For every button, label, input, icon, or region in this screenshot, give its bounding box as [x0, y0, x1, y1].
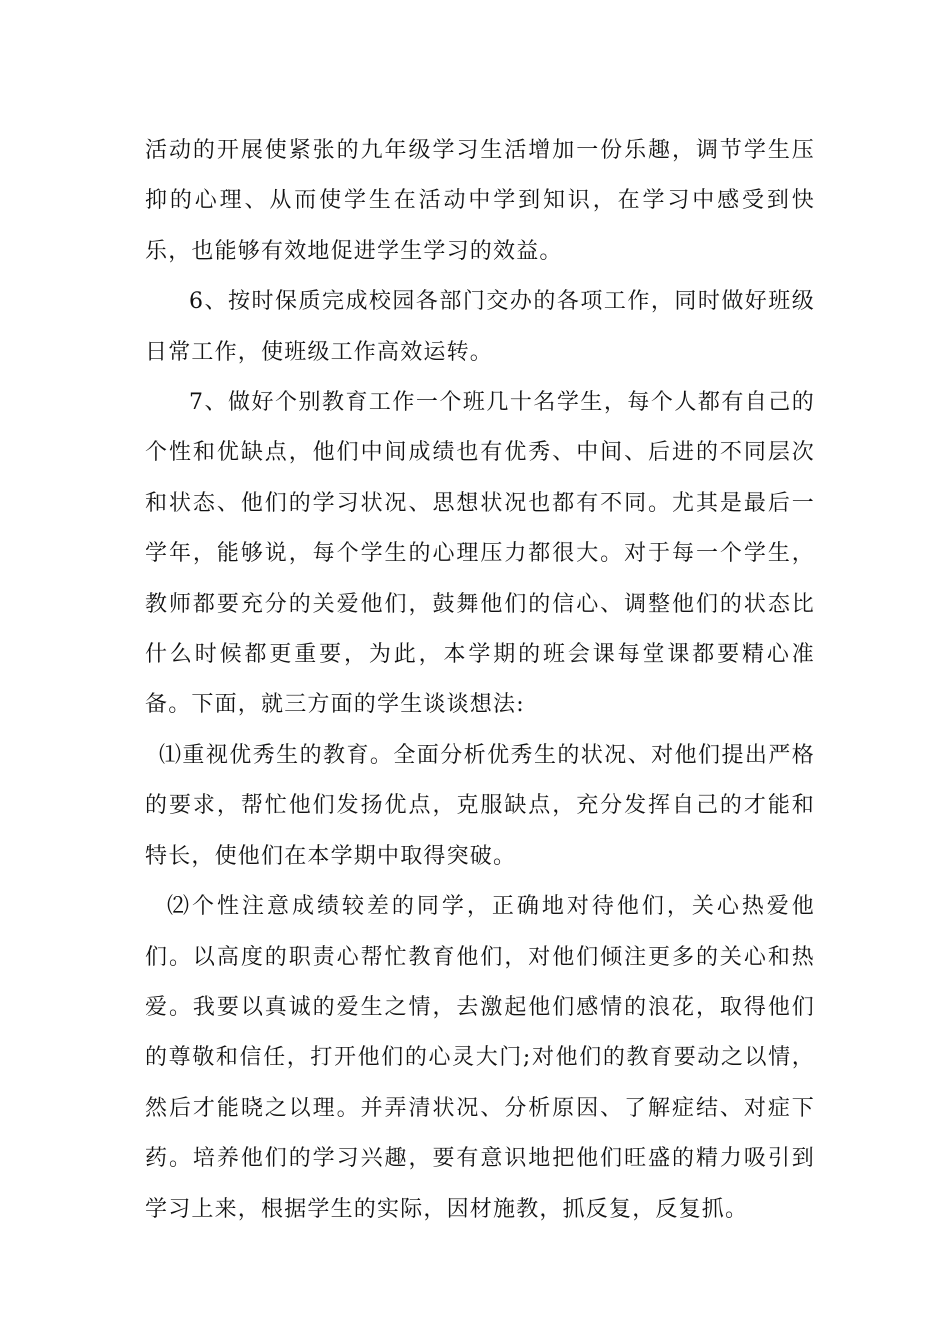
- document-body: [145, 126, 815, 1235]
- paragraph-item-6: 6、按时保质完成校园各部门交办的各项工作，同时做好班级日常工作，使班级工作高效运转。: [145, 289, 815, 365]
- paragraph-activity-continuation: 活动的开展使紧张的九年级学习生活增加一份乐趣，调节学生压抑的心理、从而使学生在活动中学到知识，在学习中感受到快乐，也能够有效地促进学生学习的效益。: [145, 138, 815, 264]
- paragraph-item-7: 7、做好个别教育工作一个班几十名学生，每个人都有自己的个性和优缺点，他们中间成绩也有优秀、中间、后进的不同层次和状态、他们的学习状况、思想状况也都有不同。尤其是最后一学年，能够说，每个学生的心理压力都很大。对于每一个学生，教师都要充分的关爱他们，鼓舞他们的信心、调整他们的状态比什么时候都更重要，为此，本学期的班会课每堂课都要精心准备。下面，就三方面的学生谈谈想法:: [145, 390, 815, 718]
- paragraph-subitem-2: ⑵个性注意成绩较差的同学，正确地对待他们，关心热爱他们。以高度的职责心帮忙教育他们，对他们倾注更多的关心和热爱。我要以真诚的爱生之情，去激起他们感情的浪花，取得他们的尊敬和信任，打开他们的心灵大门;对他们的教育要动之以情，然后才能晓之以理。并弄清状况、分析原因、了解症结、对症下药。培养他们的学习兴趣，要有意识地把他们旺盛的精力吸引到学习上来，根据学生的实际，因材施教，抓反复，反复抓。: [145, 894, 815, 1222]
- paragraph-subitem-1: ⑴重视优秀生的教育。全面分析优秀生的状况、对他们提出严格的要求，帮忙他们发扬优点，克服缺点，充分发挥自己的才能和特长，使他们在本学期中取得突破。: [145, 742, 815, 869]
